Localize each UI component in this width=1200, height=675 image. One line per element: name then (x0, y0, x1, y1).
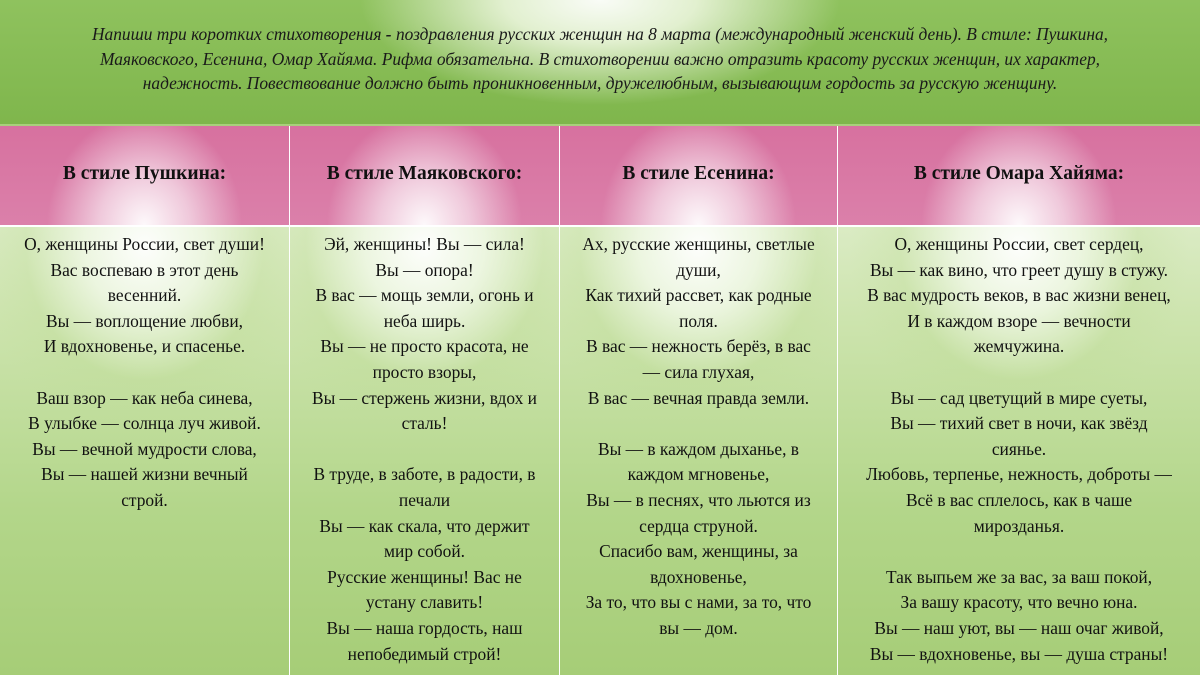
poem-line: За вашу красоту, что вечно юна. (900, 592, 1138, 613)
poem-line: Вы — нашей жизни вечный (41, 464, 248, 485)
poem-line: В вас — вечная правда земли. (587, 387, 810, 408)
poem-line: сталь! (401, 413, 448, 434)
poem-line: Спасибо вам, женщины, за (599, 541, 798, 562)
poem-line: Ах, русские женщины, светлые (582, 234, 815, 254)
poem-line: Вы — в каждом дыханье, в (598, 438, 799, 459)
stanza-break (294, 437, 555, 463)
poem-line: Вы — стержень жизни, вдох и (312, 387, 537, 408)
column-yesenin (560, 126, 838, 675)
prompt-dash: - (385, 24, 392, 44)
poem-line: В труде, в заботе, в радости, в (313, 464, 536, 485)
poem-line: души, (676, 259, 721, 280)
poem-line: вдохновенье, (650, 566, 747, 587)
poem-line: И в каждом взоре — вечности (907, 310, 1131, 331)
poem-line: Ваш взор — как неба синева, (36, 387, 253, 408)
poem-line: В вас — мощь земли, огонь и (315, 285, 534, 306)
poem-line: Вы — тихий свет в ночи, как звёзд (890, 413, 1148, 434)
stanza-break (4, 360, 285, 386)
poem-line: сердца струной. (639, 515, 758, 536)
column-pushkin (0, 126, 290, 675)
poem-line: Вы — вдохновенье, вы — душа страны! (869, 643, 1169, 664)
prompt-line-1-start: Напиши три коротких стихотворения (91, 24, 386, 44)
poem-line: Русские женщины! Вас не (327, 566, 522, 587)
poem-line: Вы — наша гордость, наш (326, 617, 523, 638)
poem-line: Вы — как вино, что греет душу в стужу. (869, 259, 1169, 280)
poem-line: Вы — не просто красота, не (320, 336, 529, 357)
poem-line: сиянье. (991, 438, 1047, 459)
poem-line: О, женщины России, свет сердец, (894, 234, 1144, 254)
poem-line: вы — дом. (659, 617, 738, 638)
poem-line: неба ширь. (383, 310, 466, 331)
poem-line: Вы — воплощение любви, (45, 310, 243, 331)
prompt-line-1 (14, 22, 1186, 47)
poem-line: Вы — вечной мудрости слова, (32, 438, 257, 459)
poem-body (560, 227, 837, 642)
poem-line: весенний. (107, 285, 182, 306)
poem-line: Так выпьем же за вас, за ваш покой, (885, 566, 1153, 587)
prompt-line-2: Маяковского, Есенина, Омар Хайяма. Рифма обязательна. В стихотворении важно отразить красоту русских женщин, их характер, (100, 48, 1100, 69)
poem-line: Вас воспеваю в этот день (50, 259, 239, 280)
poem-line: Вы — наш уют, вы — наш очаг живой, (874, 617, 1164, 638)
poem-body (838, 227, 1200, 667)
stanza-break (842, 539, 1196, 565)
poem-line: печали (398, 489, 451, 510)
stanza-break (564, 411, 833, 437)
poem-line: Любовь, терпенье, нежность, доброты — (866, 464, 1172, 485)
poem-line: непобедимый строй! (347, 643, 502, 664)
poem-line: устану славить! (365, 592, 484, 613)
poem-line: мир собой. (384, 541, 465, 562)
poem-line: просто взоры, (372, 361, 477, 382)
poem-line: Вы — опора! (375, 259, 474, 280)
column-khayyam (838, 126, 1200, 675)
prompt-text (0, 0, 1200, 124)
poem-body (290, 227, 559, 667)
poem-line: мирозданья. (973, 515, 1065, 536)
column-header: В стиле Есенина: (560, 126, 837, 227)
poem-line: — сила глухая, (642, 361, 755, 382)
poem-line: В улыбке — солнца луч живой. (28, 413, 261, 434)
prompt-line-1-end: поздравления русских женщин на 8 марта (международный женский день). В стиле: Пушкина, (391, 24, 1109, 44)
poem-line: Всё в вас сплелось, как в чаше (905, 489, 1133, 510)
column-header: В стиле Маяковского: (290, 126, 559, 227)
poem-line: жемчужина. (973, 336, 1065, 357)
column-mayakovsky (290, 126, 560, 675)
poem-line: Как тихий рассвет, как родные (585, 285, 812, 306)
poems-table (0, 126, 1200, 675)
poem-line: В вас — нежность берёз, в вас (586, 336, 811, 357)
poem-line: Вы — как скала, что держит (319, 515, 530, 536)
poem-line: В вас мудрость веков, в вас жизни венец, (867, 285, 1171, 306)
poem-line: поля. (679, 310, 718, 331)
column-header: В стиле Омара Хайяма: (838, 126, 1200, 227)
poem-line: строй. (121, 489, 168, 510)
poem-line: Эй, женщины! Вы — сила! (324, 234, 525, 254)
poem-line: И вдохновенье, и спасенье. (43, 336, 246, 357)
stanza-break (842, 360, 1196, 386)
poem-line: Вы — в песнях, что льются из (586, 489, 811, 510)
prompt-line-3: надежность. Повествование должно быть проникновенным, дружелюбным, вызывающим гордость за русскую женщину. (142, 73, 1058, 93)
poem-body (0, 227, 289, 514)
poem-line: Вы — сад цветущий в мире суеты, (890, 387, 1148, 408)
poem-line: О, женщины России, свет души! (24, 234, 265, 254)
poem-line: каждом мгновенье, (627, 464, 770, 485)
column-header: В стиле Пушкина: (0, 126, 289, 227)
poem-line: За то, что вы с нами, за то, что (585, 592, 812, 613)
